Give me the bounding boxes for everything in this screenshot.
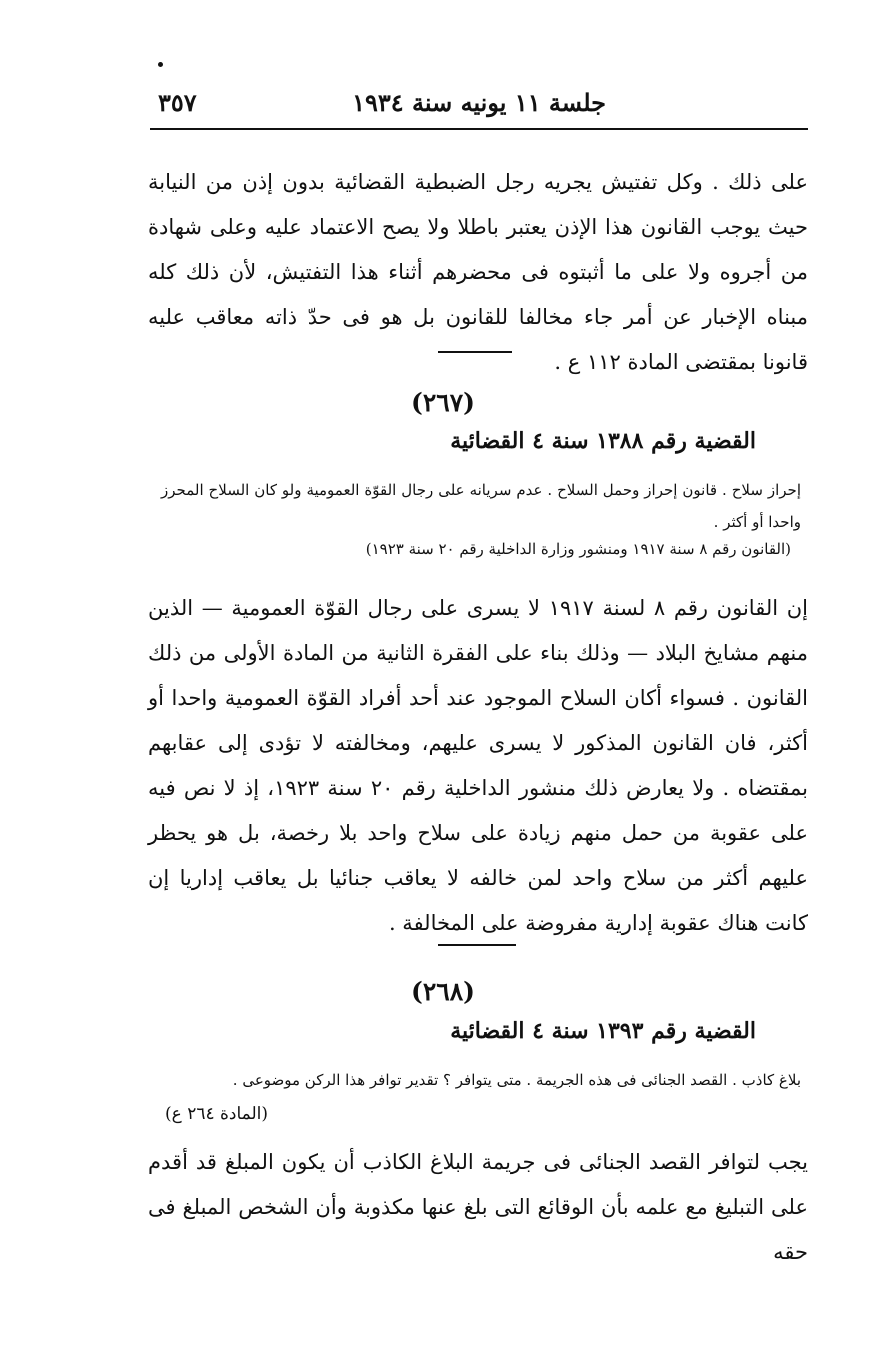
- case-title: القضية رقم ١٣٨٨ سنة ٤ القضائية: [450, 428, 756, 454]
- case-title: القضية رقم ١٣٩٣ سنة ٤ القضائية: [450, 1018, 756, 1044]
- case-legal-reference: (القانون رقم ٨ سنة ١٩١٧ ومنشور وزارة الداخلية رقم ٢٠ سنة ١٩٢٣): [365, 540, 791, 558]
- case-summary: بلاغ كاذب . القصد الجنائى فى هذه الجريمة . متى يتوافر ؟ تقدير توافر هذا الركن موضوعى .: [232, 1071, 801, 1089]
- page-number: ٣٥٧: [158, 88, 197, 117]
- ink-dot: [158, 62, 163, 67]
- section-separator: [438, 351, 512, 353]
- paragraph-text: على ذلك . وكل تفتيش يجريه رجل الضبطية القضائية بدون إذن من النيابة حيث يوجب القانون هذا الإذن يعتبر باطلا ولا يصح الاعتماد عليه وعلى شهادة من أجروه ولا على ما أثبتوه فى محضرهم أثناء هذا التفتيش، لأن ذلك كله مبناه الإخبار عن أمر جاء مخالفا للقانون بل هو فى حدّ ذاته معاقب عليه قانونا بمقتضى المادة ١١٢ ع .: [148, 170, 809, 374]
- case-number: (٢٦٨): [411, 977, 475, 1006]
- case-number: (٢٦٧): [411, 388, 475, 417]
- case-legal-reference: (المادة ٢٦٤ ع): [165, 1104, 269, 1124]
- session-date-title: جلسة ١١ يونيه سنة ١٩٣٤: [352, 88, 606, 117]
- case-body: [148, 1140, 808, 1275]
- header-rule: [150, 128, 808, 130]
- case-summary: إحراز سلاح . قانون إحراز وحمل السلاح . عدم سريانه على رجال القوّة العمومية ولو كان السلاح المحرز واحدا أو أكثر .: [161, 481, 801, 531]
- paragraph-text: إن القانون رقم ٨ لسنة ١٩١٧ لا يسرى على رجال القوّة العمومية — الذين منهم مشايخ البلاد — وذلك بناء على الفقرة الثانية من المادة الأولى من ذلك القانون . فسواء أكان السلاح الموجود عند أحد أفراد القوّة العمومية واحدا أو أكثر، فان القانون المذكور لا يسرى عليهم، ومخالفته لا تؤدى إلى عقابهم بمقتضاه . ولا يعارض ذلك منشور الداخلية رقم ٢٠ سنة ١٩٢٣، إذ لا نص فيه على عقوبة من حمل منهم زيادة على سلاح واحد بلا رخصة، بل هو يحظر عليهم أكثر من سلاح واحد لمن خالفه لا يعاقب جنائيا بل يعاقب إداريا إن كانت هناك عقوبة إدارية مفروضة على المخالفة .: [148, 596, 808, 935]
- page-header: [150, 88, 806, 124]
- section-separator: [438, 944, 516, 946]
- case-body: [148, 586, 808, 946]
- paragraph-text: يجب لتوافر القصد الجنائى فى جريمة البلاغ الكاذب أن يكون المبلغ قد أقدم على التبليغ مع علمه بأن الوقائع التى بلغ عنها مكذوبة وأن الشخص المبلغ فى حقه: [148, 1150, 808, 1264]
